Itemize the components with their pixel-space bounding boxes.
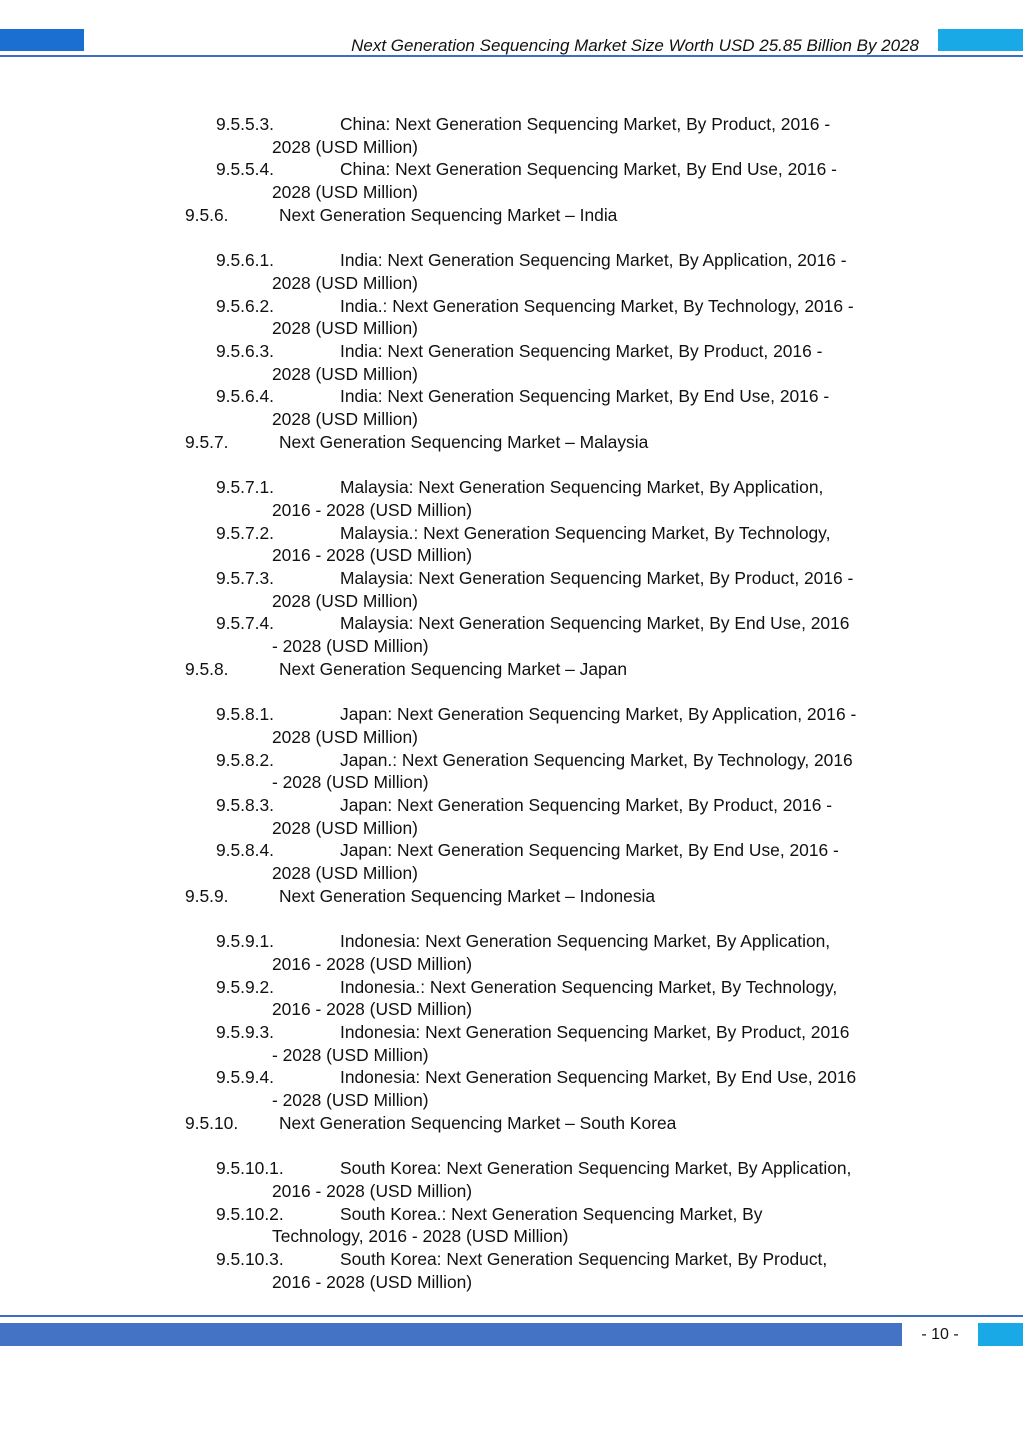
entry-title: Indonesia: Next Generation Sequencing Market, By End Use, 2016 [340,1067,857,1088]
page-number: - 10 - [921,1326,959,1343]
entry-title-continuation: 2016 - 2028 (USD Million) [272,999,473,1020]
entry-title-continuation: 2016 - 2028 (USD Million) [272,545,473,566]
entry-number: 9.5.7.2. [216,522,275,543]
entry-title-continuation: 2028 (USD Million) [272,726,418,747]
header-right-accent [938,29,1023,51]
entry-number: 9.5.8.3. [216,795,275,815]
entry-title: Japan: Next Generation Sequencing Market, By Product, 2016 - [340,795,833,815]
entry-title: Japan: Next Generation Sequencing Market, By Application, 2016 - [340,704,857,725]
entry-number: 9.5.8.2. [216,749,275,770]
entry-title-continuation: - 2028 (USD Million) [272,636,429,657]
section-number: 9.5.10. [185,1112,239,1133]
entry-title-continuation: 2016 - 2028 (USD Million) [272,499,473,520]
entry-title-continuation: 2028 (USD Million) [272,409,418,430]
entry-number: 9.5.7.4. [216,613,275,634]
entry-title: Malaysia: Next Generation Sequencing Market, By End Use, 2016 [340,613,850,634]
entry-title: India: Next Generation Sequencing Market, By Product, 2016 - [340,341,823,361]
header-rule [0,55,1023,57]
entry-title-continuation: 2028 (USD Million) [272,590,418,611]
header-title: Next Generation Sequencing Market Size Worth USD 25.85 Billion By 2028 [351,36,919,55]
entry-title-continuation: 2016 - 2028 (USD Million) [272,1271,473,1292]
entry-title: Indonesia: Next Generation Sequencing Market, By Application, [340,931,831,952]
entry-title: China: Next Generation Sequencing Market, By Product, 2016 - [340,114,831,134]
entry-number: 9.5.9.1. [216,931,275,952]
entry-title-continuation: Technology, 2016 - 2028 (USD Million) [272,1226,569,1247]
entry-number: 9.5.6.1. [216,250,275,271]
entry-title-continuation: 2028 (USD Million) [272,182,418,203]
entry-title: South Korea: Next Generation Sequencing Market, By Application, [340,1158,852,1179]
entry-title-continuation: - 2028 (USD Million) [272,1044,429,1065]
entry-number: 9.5.7.3. [216,568,275,588]
entry-title-continuation: 2028 (USD Million) [272,136,418,157]
section-title: Next Generation Sequencing Market – Malaysia [279,431,649,452]
section-number: 9.5.6. [185,204,229,225]
entry-title-continuation: 2016 - 2028 (USD Million) [272,953,473,974]
entry-number: 9.5.5.3. [216,114,275,134]
entry-number: 9.5.6.4. [216,386,275,407]
footer-rule [0,1315,1023,1317]
entry-number: 9.5.6.2. [216,295,275,316]
entry-title-continuation: 2016 - 2028 (USD Million) [272,1180,473,1201]
footer-bar [0,1323,902,1346]
entry-title: Malaysia: Next Generation Sequencing Market, By Product, 2016 - [340,568,854,588]
header-left-accent [0,29,84,51]
entry-title: Malaysia: Next Generation Sequencing Market, By Application, [340,477,824,498]
entry-number: 9.5.9.3. [216,1022,275,1042]
entry-title: Indonesia.: Next Generation Sequencing Market, By Technology, [340,976,838,997]
entry-number: 9.5.10.3. [216,1249,284,1269]
section-title: Next Generation Sequencing Market – Japan [279,658,628,679]
entry-title-continuation: 2028 (USD Million) [272,272,418,293]
section-title: Next Generation Sequencing Market – Indonesia [279,885,656,906]
section-number: 9.5.7. [185,431,229,452]
section-title: Next Generation Sequencing Market – India [279,204,618,225]
entry-number: 9.5.8.1. [216,704,275,725]
entry-number: 9.5.10.2. [216,1203,284,1224]
entry-title: Malaysia.: Next Generation Sequencing Market, By Technology, [340,522,831,543]
entry-number: 9.5.9.4. [216,1067,275,1088]
section-title: Next Generation Sequencing Market – South Korea [279,1112,677,1133]
entry-title: India: Next Generation Sequencing Market, By Application, 2016 - [340,250,847,271]
footer-right-accent [978,1323,1023,1346]
entry-number: 9.5.5.4. [216,159,275,180]
section-number: 9.5.9. [185,885,229,906]
entry-title-continuation: - 2028 (USD Million) [272,772,429,793]
entry-number: 9.5.9.2. [216,976,275,997]
entry-title: India: Next Generation Sequencing Market, By End Use, 2016 - [340,386,830,407]
entry-title-continuation: 2028 (USD Million) [272,363,418,384]
entry-title-continuation: - 2028 (USD Million) [272,1090,429,1111]
entry-title: Japan.: Next Generation Sequencing Market, By Technology, 2016 [340,749,853,770]
entry-title: South Korea.: Next Generation Sequencing Market, By [340,1203,763,1224]
entry-title-continuation: 2028 (USD Million) [272,817,418,838]
entry-number: 9.5.10.1. [216,1158,284,1179]
entry-number: 9.5.7.1. [216,477,275,498]
section-number: 9.5.8. [185,658,229,679]
entry-title-continuation: 2028 (USD Million) [272,318,418,339]
entry-title: China: Next Generation Sequencing Market, By End Use, 2016 - [340,159,837,180]
entry-number: 9.5.6.3. [216,341,275,361]
entry-title: Japan: Next Generation Sequencing Market, By End Use, 2016 - [340,840,839,861]
entry-title: Indonesia: Next Generation Sequencing Market, By Product, 2016 [340,1022,850,1042]
entry-title: India.: Next Generation Sequencing Market, By Technology, 2016 - [340,295,854,316]
entry-title-continuation: 2028 (USD Million) [272,863,418,884]
entry-number: 9.5.8.4. [216,840,275,861]
entry-title: South Korea: Next Generation Sequencing Market, By Product, [340,1249,828,1269]
